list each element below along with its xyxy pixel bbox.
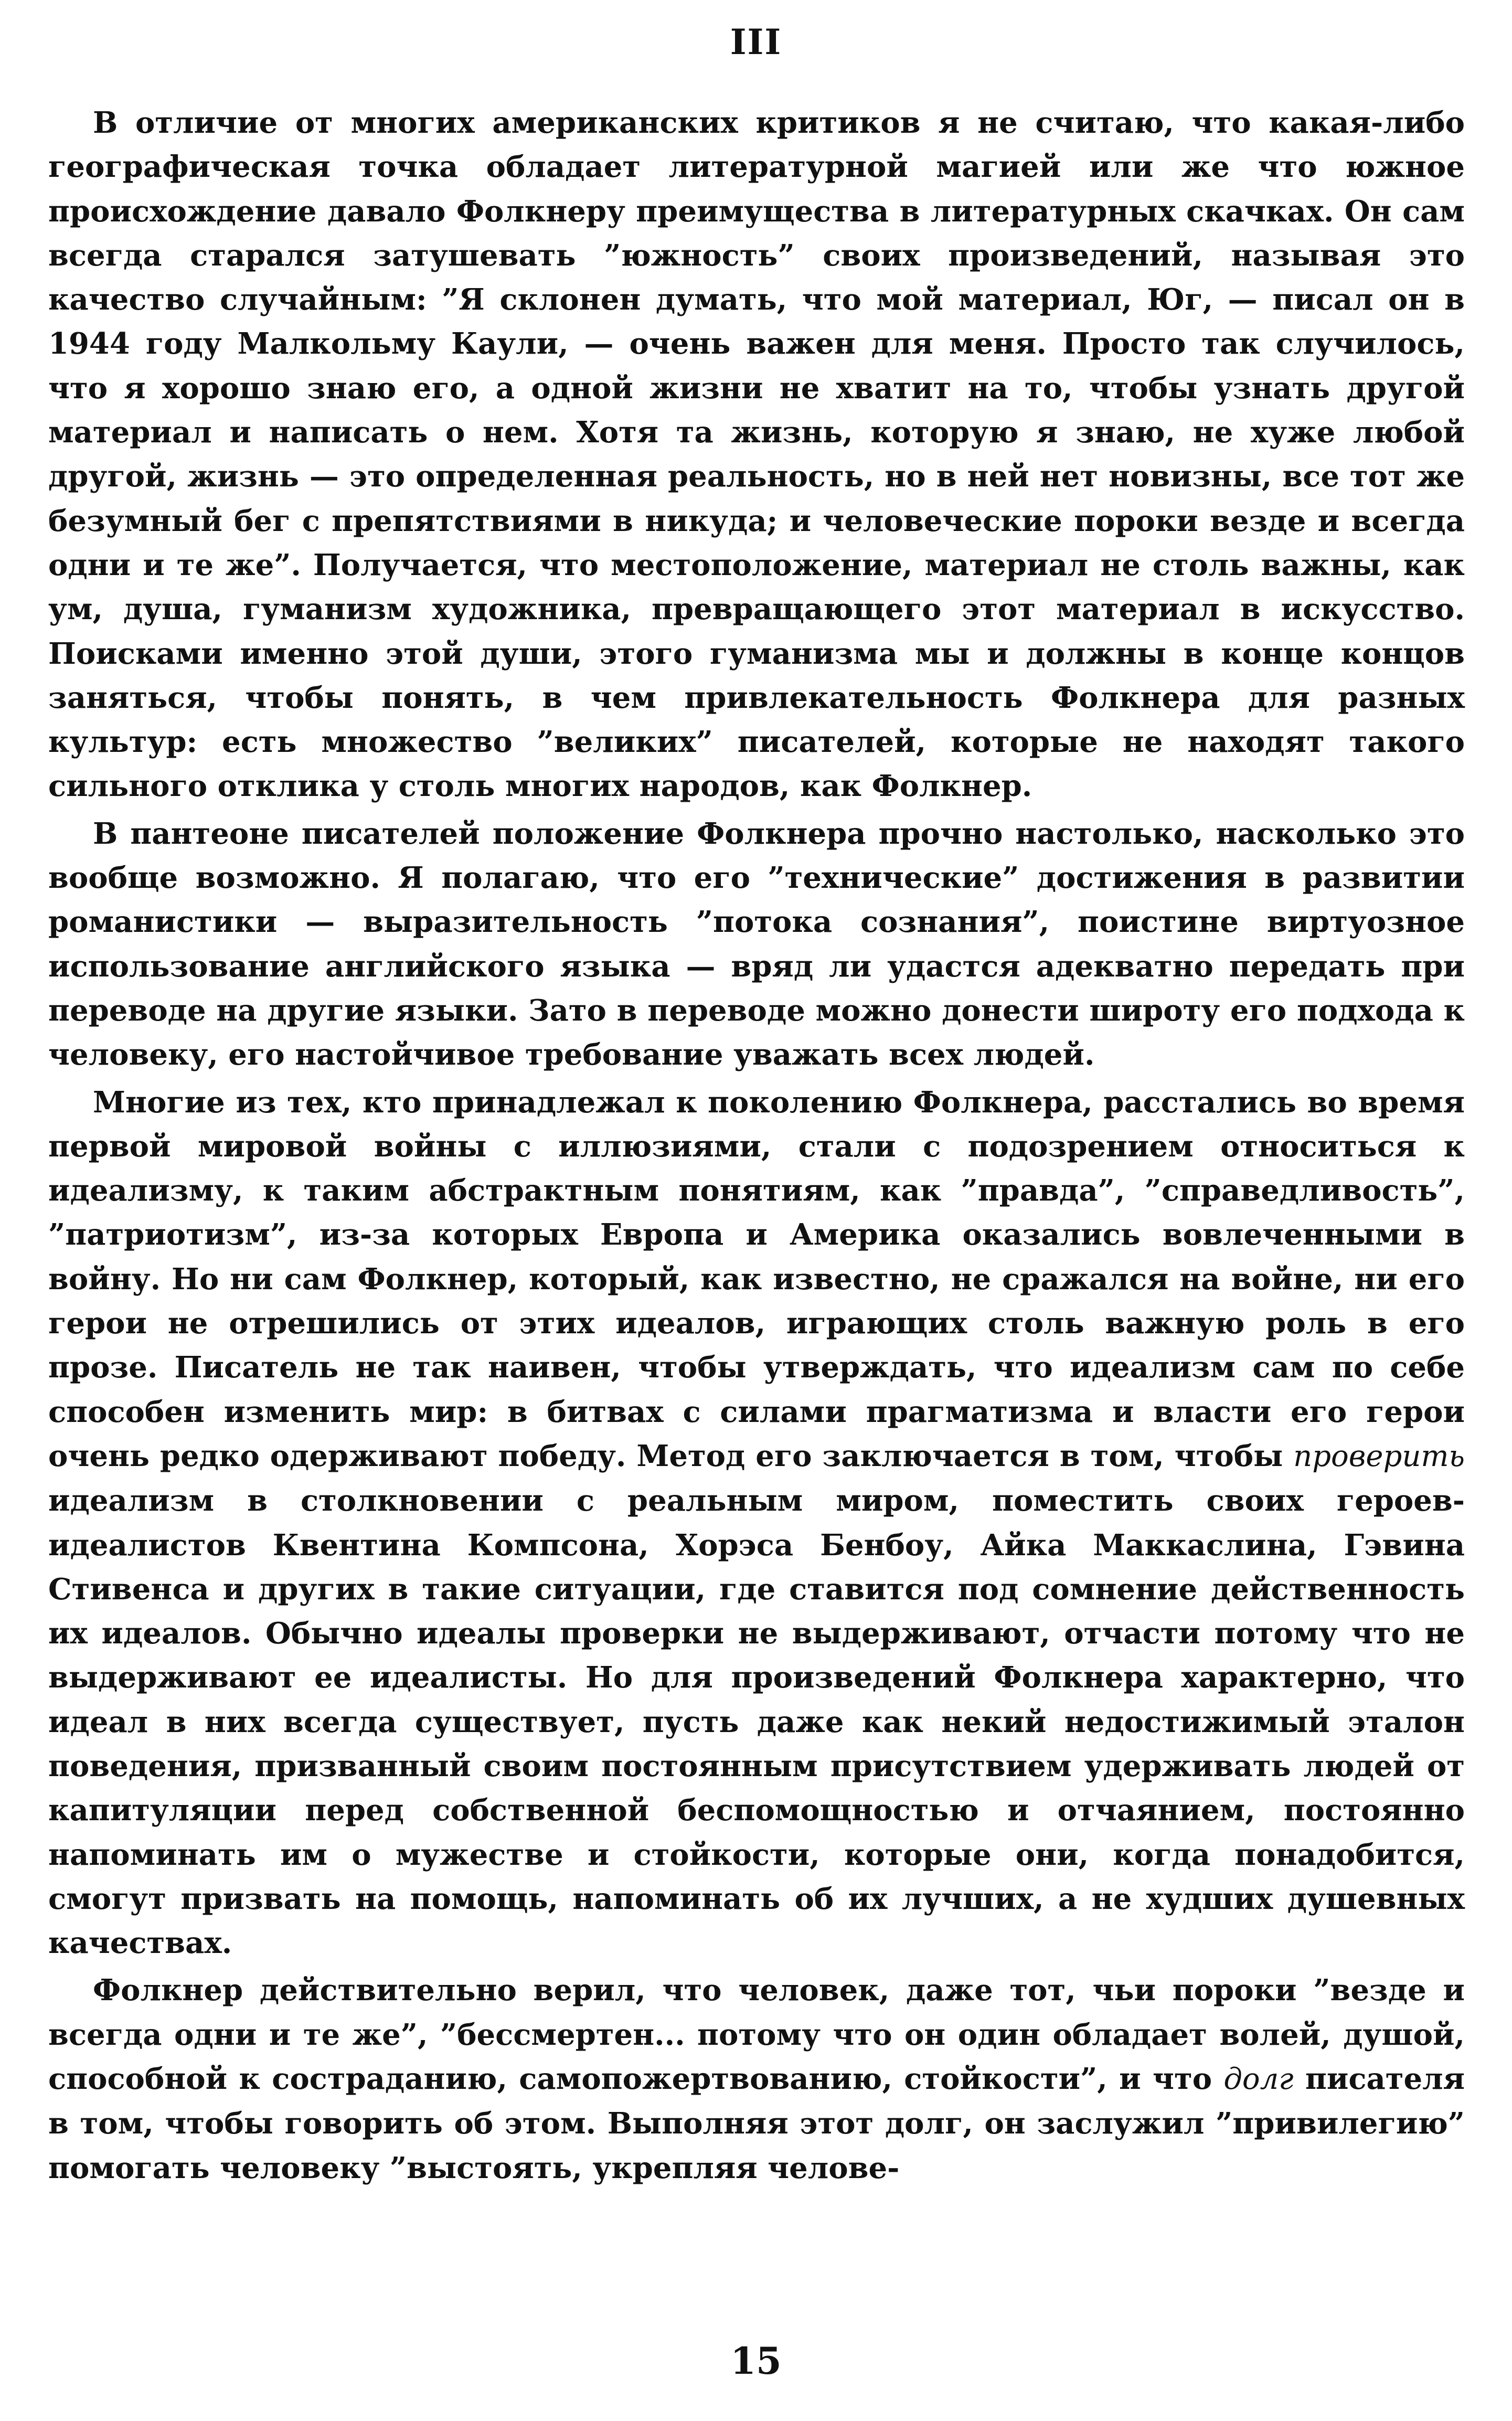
paragraph-text: идеализм в столкновении с реальным миром, поместить своих героев-идеалистов Квентина Компсона, Хорэса Бенбоу, Айка Маккаслина, Гэвина Стивенса и других в такие ситуации, где ставится под сомнение действенность их идеалов. Обычно идеалы проверки не выдерживают, отчасти потому что не выдерживают ее идеалисты. Но для произведений Фолкнера характерно, что идеал в них всегда существует, пусть даже как некий недостижимый эталон поведения, призванный своим постоянным присутствием удерживать людей от капитуляции перед собственной беспомощностью и отчаянием, постоянно напоминать им о мужестве и стойкости, которые они, когда понадобится, смогут призвать на помощь, напоминать об их лучших, а не худших душевных качествах. (48, 1483, 1465, 1961)
section-heading: III (730, 22, 782, 62)
paragraph-4 (48, 1968, 1465, 2190)
paragraph-text: Фолкнер действительно верил, что человек, даже тот, чьи пороки ”везде и всегда одни и те же”, ”бессмертен... потому что он один обладает волей, душой, способной к состраданию, самопожертвованию, стойкости”, и что (48, 1973, 1465, 2097)
paragraph-text: В пантеоне писателей положение Фолкнера прочно настолько, насколько это вообще возможно. Я полагаю, что его ”технические” достижения в развитии романистики — выразительность ”потока сознания”, поистине виртуозное использование английского языка — вряд ли удастся адекватно передать при переводе на другие языки. Зато в переводе можно донести широту его подхода к человеку, его настойчивое требование уважать всех людей. (48, 816, 1465, 1073)
paragraph-1 (48, 101, 1465, 809)
paragraph-2 (48, 812, 1465, 1077)
paragraph-text: писателя в том, чтобы говорить об этом. Выполняя этот долг, он заслужил ”привилегию” помогать человеку ”выстоять, укрепляя челове- (48, 2062, 1465, 2185)
paragraph-3 (48, 1080, 1465, 1966)
body-text (48, 101, 1465, 2190)
italic-emphasis: долг (1223, 2062, 1294, 2097)
paragraph-text: В отличие от многих американских критиков я не считаю, что какая-либо географическая точка обладает литературной магией или же что южное происхождение давало Фолкнеру преимущества в литературных скачках. Он сам всегда старался затушевать ”южность” своих произведений, называя это качество случайным: ”Я склонен думать, что мой материал, Юг, — писал он в 1944 году Малкольму Каули, — очень важен для меня. Просто так случилось, что я хорошо знаю его, а одной жизни не хватит на то, чтобы узнать другой материал и написать о нем. Хотя та жизнь, которую я знаю, не хуже любой другой, жизнь — это определенная реальность, но в ней нет новизны, все тот же безумный бег с препятствиями в никуда; и человеческие пороки везде и всегда одни и те же”. Получается, что местоположение, материал не столь важны, как ум, душа, гуманизм художника, превращающего этот материал в искусство. Поисками именно этой души, этого гуманизма мы и должны в конце концов заняться, чтобы понять, в чем привлекательность Фолкнера для разных культур: есть множество ”великих” писателей, которые не находят такого сильного отклика у столь многих народов, как Фолкнер. (48, 105, 1465, 804)
paragraph-text: Многие из тех, кто принадлежал к поколению Фолкнера, расстались во время первой мировой войны с иллюзиями, стали с подозрением относиться к идеализму, к таким абстрактным понятиям, как ”правда”, ”справедливость”, ”патриотизм”, из-за которых Европа и Америка оказались вовлеченными в войну. Но ни сам Фолкнер, который, как известно, не сражался на войне, ни его герои не отрешились от этих идеалов, играющих столь важную роль в его прозе. Писатель не так наивен, чтобы утверждать, что идеализм сам по себе способен изменить мир: в битвах с силами прагматизма и власти его герои очень редко одерживают победу. Метод его заключается в том, чтобы (48, 1085, 1465, 1473)
page-number: 15 (730, 2339, 782, 2383)
italic-emphasis: проверить (1293, 1439, 1465, 1473)
